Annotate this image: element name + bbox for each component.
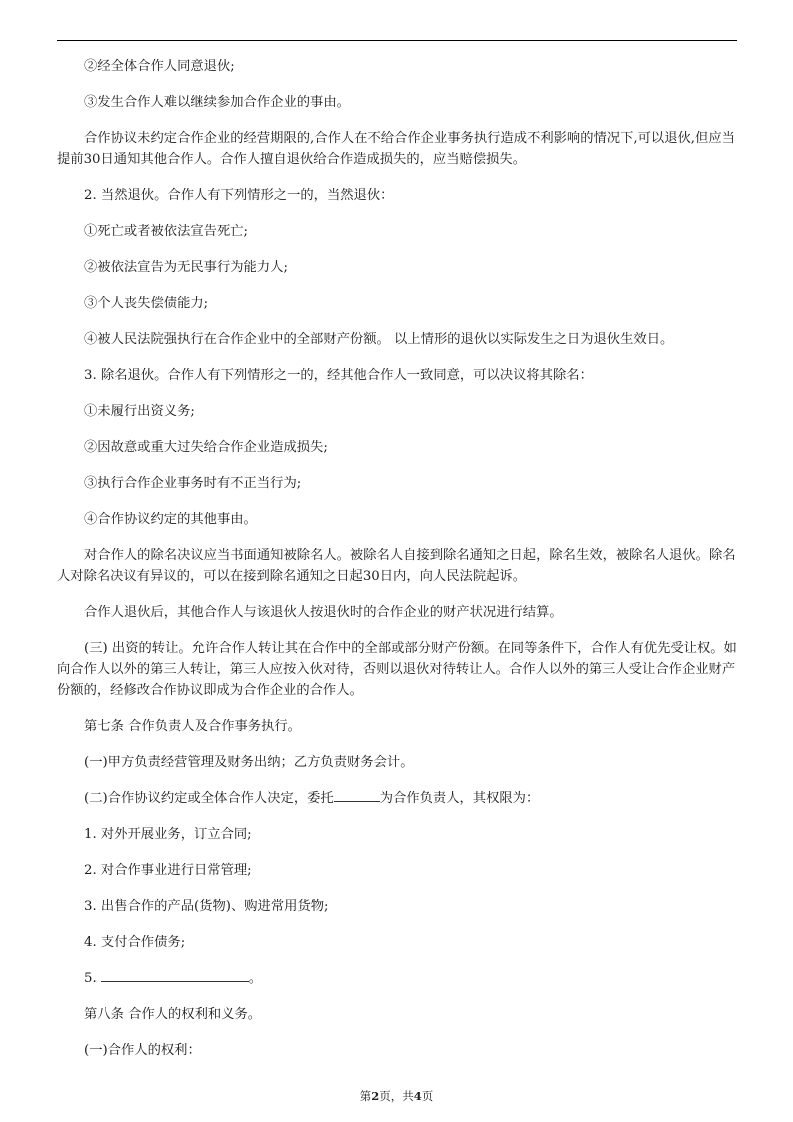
delegate-blank-field[interactable]: [334, 788, 380, 802]
power-five-blank-field[interactable]: [101, 968, 249, 982]
header-rule: [57, 40, 737, 41]
paragraph: (一)甲方负责经营管理及财务出纳；乙方负责财务会计。: [84, 755, 414, 770]
paragraph: ③发生合作人难以继续参加合作企业的事由。: [84, 95, 350, 110]
power-item: 1. 对外开展业务，订立合同;: [84, 827, 252, 842]
delegate-text-after: 为合作负责人，其权限为：: [379, 791, 540, 806]
power-five-number: 5.: [84, 971, 97, 986]
power-item: 2. 对合作事业进行日常管理;: [84, 863, 252, 878]
paragraph: (三) 出资的转让。允许合作人转让其在合作中的全部或部分财产份额。在同等条件下，合作人有优先受让权。如向合作人以外的第三人转让，第三人应按入伙对待，否则以退伙对待转让人。合作人以外的第三人受让合作企业财产份额的，经修改合作协议即成为合作企业的合作人。: [57, 641, 737, 698]
rights-heading: (一)合作人的权利：: [84, 1043, 201, 1058]
footer-text: 页: [421, 1089, 434, 1103]
paragraph: ④合作协议约定的其他事由。: [84, 512, 257, 527]
paragraph: ②因故意或重大过失给合作企业造成损失;: [84, 440, 328, 455]
article-seven-heading: 第七条 合作负责人及合作事务执行。: [84, 719, 301, 734]
footer-text: 第: [359, 1089, 372, 1103]
page-footer: [0, 1088, 793, 1104]
power-item: 4. 支付合作债务;: [84, 935, 186, 950]
paragraph: ②经全体合作人同意退伙;: [84, 59, 235, 74]
paragraph: 合作人退伙后，其他合作人与该退伙人按退伙时的合作企业的财产状况进行结算。: [84, 605, 563, 620]
footer-text: 页，共: [379, 1089, 414, 1103]
paragraph: ③执行合作企业事务时有不正当行为;: [84, 476, 302, 491]
paragraph: 合作协议未约定合作企业的经营期限的,合作人在不给合作企业事务执行造成不利影响的情况下,可以退伙,但应当提前30日通知其他合作人。合作人擅自退伙给合作造成损失的，应当赔偿损失。: [57, 131, 735, 167]
document-body: [57, 56, 741, 1076]
power-five-suffix: 。: [248, 971, 262, 986]
delegate-paragraph: [57, 788, 741, 809]
power-item-five: [57, 968, 741, 989]
paragraph: ①死亡或者被依法宣告死亡;: [84, 224, 249, 239]
paragraph: ①未履行出资义务;: [84, 404, 195, 419]
delegate-text-before: (二)合作协议约定或全体合作人决定，委托: [84, 791, 334, 806]
footer-total-pages: 4: [413, 1089, 422, 1103]
power-item: 3. 出售合作的产品(货物)、购进常用货物;: [84, 899, 329, 914]
paragraph: 3. 除名退伙。合作人有下列情形之一的，经其他合作人一致同意，可以决议将其除名：: [84, 368, 593, 383]
paragraph: ④被人民法院强执行在合作企业中的全部财产份额。 以上情形的退伙以实际发生之日为退伙生效日。: [84, 332, 674, 347]
footer-page-number: 2: [371, 1089, 380, 1103]
paragraph: 2. 当然退伙。合作人有下列情形之一的，当然退伙：: [84, 188, 394, 203]
paragraph: 对合作人的除名决议应当书面通知被除名人。被除名人自接到除名通知之日起，除名生效，被除名人退伙。除名人对除名决议有异议的，可以在接到除名通知之日起30日内，向人民法院起诉。: [57, 548, 736, 584]
paragraph: ③个人丧失偿债能力;: [84, 296, 209, 311]
article-eight-heading: 第八条 合作人的权利和义务。: [84, 1007, 262, 1022]
paragraph: ②被依法宣告为无民事行为能力人;: [84, 260, 288, 275]
